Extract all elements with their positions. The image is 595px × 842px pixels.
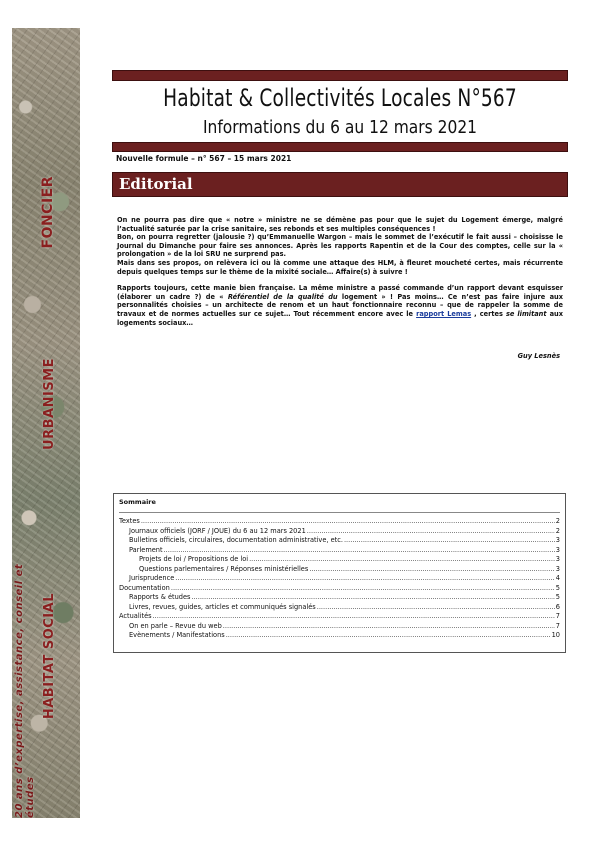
toc-leader-dots <box>309 565 554 575</box>
toc-entry-page: 2 <box>555 526 560 535</box>
editorial-paragraph: Bon, on pourra regretter (jalousie ?) qu’Emmanuelle Wargon – mais le sommet de l’exécutif le fait aussi – choisisse le Journal du Dimanche pour faire ses annonces. Après les rapports Rapentin et de la Cour des comptes, celle sur la « prolongation » de la loi SRU ne surprend pas. <box>117 233 563 259</box>
toc-entry-page: 3 <box>555 536 560 544</box>
table-of-contents <box>119 517 560 641</box>
toc-leader-dots <box>191 593 554 603</box>
toc-entry-label: Documentation <box>119 583 170 592</box>
editorial-heading: Editorial <box>119 175 193 193</box>
summary-title: Sommaire <box>119 498 156 506</box>
toc-leader-dots <box>171 584 555 594</box>
toc-entry[interactable] <box>119 574 560 584</box>
toc-entry-label: Journaux officiels (JORF / JOUE) du 6 au 12 mars 2021 <box>129 526 306 535</box>
toc-entry-page: 10 <box>551 631 560 639</box>
sidebar-word-foncier: FONCIER <box>40 176 56 249</box>
editorial-body <box>117 216 563 327</box>
rapport-lemas-link[interactable]: rapport Lemas <box>416 309 472 318</box>
toc-entry[interactable] <box>119 546 560 556</box>
toc-entry[interactable] <box>119 631 560 641</box>
toc-entry[interactable] <box>119 536 560 546</box>
editorial-paragraph: Mais dans ses propos, on relèvera ici ou là comme une attaque des HLM, à fleuret moucheté certes, mais récurrente depuis quelques temps sur le thème de la mixité sociale… Affaire(s) à suivre ! <box>117 258 563 276</box>
page-subtitle: Informations du 6 au 12 mars 2021 <box>202 117 478 138</box>
toc-entry[interactable] <box>119 584 560 594</box>
toc-entry-label: Rapports & études <box>129 593 191 601</box>
toc-entry-label: Parlement <box>129 545 163 554</box>
toc-entry-page: 3 <box>555 564 560 573</box>
editorial-text: aux logements sociaux… <box>117 309 563 327</box>
editorial-paragraph: On ne pourra pas dire que « notre » ministre ne se démène pas pour que le sujet du Logement émerge, malgré l’actualité saturée par la crise sanitaire, ses rebonds et ses multiples conséquences ! <box>117 216 563 233</box>
toc-leader-dots <box>175 574 555 584</box>
toc-leader-dots <box>164 546 555 556</box>
editorial-text: , certes <box>471 309 506 318</box>
toc-entry-label: Projets de loi / Propositions de loi <box>139 555 249 563</box>
toc-entry-label: Jurisprudence <box>129 574 175 582</box>
toc-leader-dots <box>317 603 555 613</box>
editorial-text: logement » ! Pas moins… Ce n’est pas faire injure aux personnalités choisies – un architecte de renom et un haut fonctionnaire reconnu – que de rappeler la somme de travaux et de normes actuelles sur ce sujet… Tout récemment encore avec le <box>117 292 563 318</box>
sidebar-word-habitat-social: HABITAT SOCIAL <box>42 593 57 720</box>
editorial-italic-text: se limitant <box>505 309 547 318</box>
toc-entry-label: Questions parlementaires / Réponses ministérielles <box>139 564 309 573</box>
header-top-bar <box>112 70 568 81</box>
toc-leader-dots <box>249 555 555 565</box>
sidebar-aerial-image <box>12 28 80 818</box>
toc-leader-dots <box>141 517 555 527</box>
edition-line: Nouvelle formule – n° 567 – 15 mars 2021 <box>116 154 292 163</box>
editorial-italic-text: Référentiel de la qualité du <box>227 292 338 301</box>
toc-leader-dots <box>153 612 555 622</box>
toc-entry-page: 3 <box>555 555 560 563</box>
summary-divider <box>119 512 560 513</box>
toc-entry-label: Actualités <box>119 612 152 620</box>
toc-entry-page: 3 <box>555 545 560 554</box>
toc-entry-page: 5 <box>555 593 560 601</box>
sidebar-tagline: 20 ans d’expertise, assistance, conseil et études <box>14 563 36 818</box>
editorial-signature: Guy Lesnès <box>517 352 560 360</box>
toc-entry-page: 7 <box>555 621 560 630</box>
editorial-paragraph <box>117 284 563 327</box>
toc-entry-page: 6 <box>555 602 560 611</box>
toc-entry[interactable] <box>119 555 560 565</box>
toc-entry[interactable] <box>119 622 560 632</box>
toc-entry[interactable] <box>119 565 560 575</box>
toc-entry-label: Evènements / Manifestations <box>129 631 225 639</box>
toc-entry[interactable] <box>119 527 560 537</box>
toc-entry-page: 7 <box>555 612 560 620</box>
toc-leader-dots <box>223 622 555 632</box>
toc-entry-page: 4 <box>555 574 560 582</box>
toc-entry-label: Livres, revues, guides, articles et communiqués signalés <box>129 602 316 611</box>
sidebar-word-urbanisme: URBANISME <box>42 358 57 450</box>
toc-entry[interactable] <box>119 593 560 603</box>
toc-entry-label: Textes <box>119 517 140 525</box>
toc-leader-dots <box>307 527 555 537</box>
editorial-heading-bar <box>112 172 568 197</box>
toc-entry-page: 5 <box>555 583 560 592</box>
toc-leader-dots <box>344 536 555 546</box>
toc-entry[interactable] <box>119 517 560 527</box>
toc-entry[interactable] <box>119 603 560 613</box>
toc-entry-label: Bulletins officiels, circulaires, documentation administrative, etc. <box>129 536 343 544</box>
toc-entry-page: 2 <box>555 517 560 525</box>
toc-entry[interactable] <box>119 612 560 622</box>
summary-box <box>113 493 566 653</box>
toc-leader-dots <box>226 631 551 641</box>
header-bottom-bar <box>112 142 568 152</box>
page-title: Habitat & Collectivités Locales N°567 <box>163 84 517 112</box>
toc-entry-label: On en parle – Revue du web <box>129 621 222 630</box>
editorial-text: Rapports toujours, cette manie bien française. La même ministre a passé commande d’un rapport devant esquisser (élaborer un cadre ?) de « <box>117 284 563 301</box>
